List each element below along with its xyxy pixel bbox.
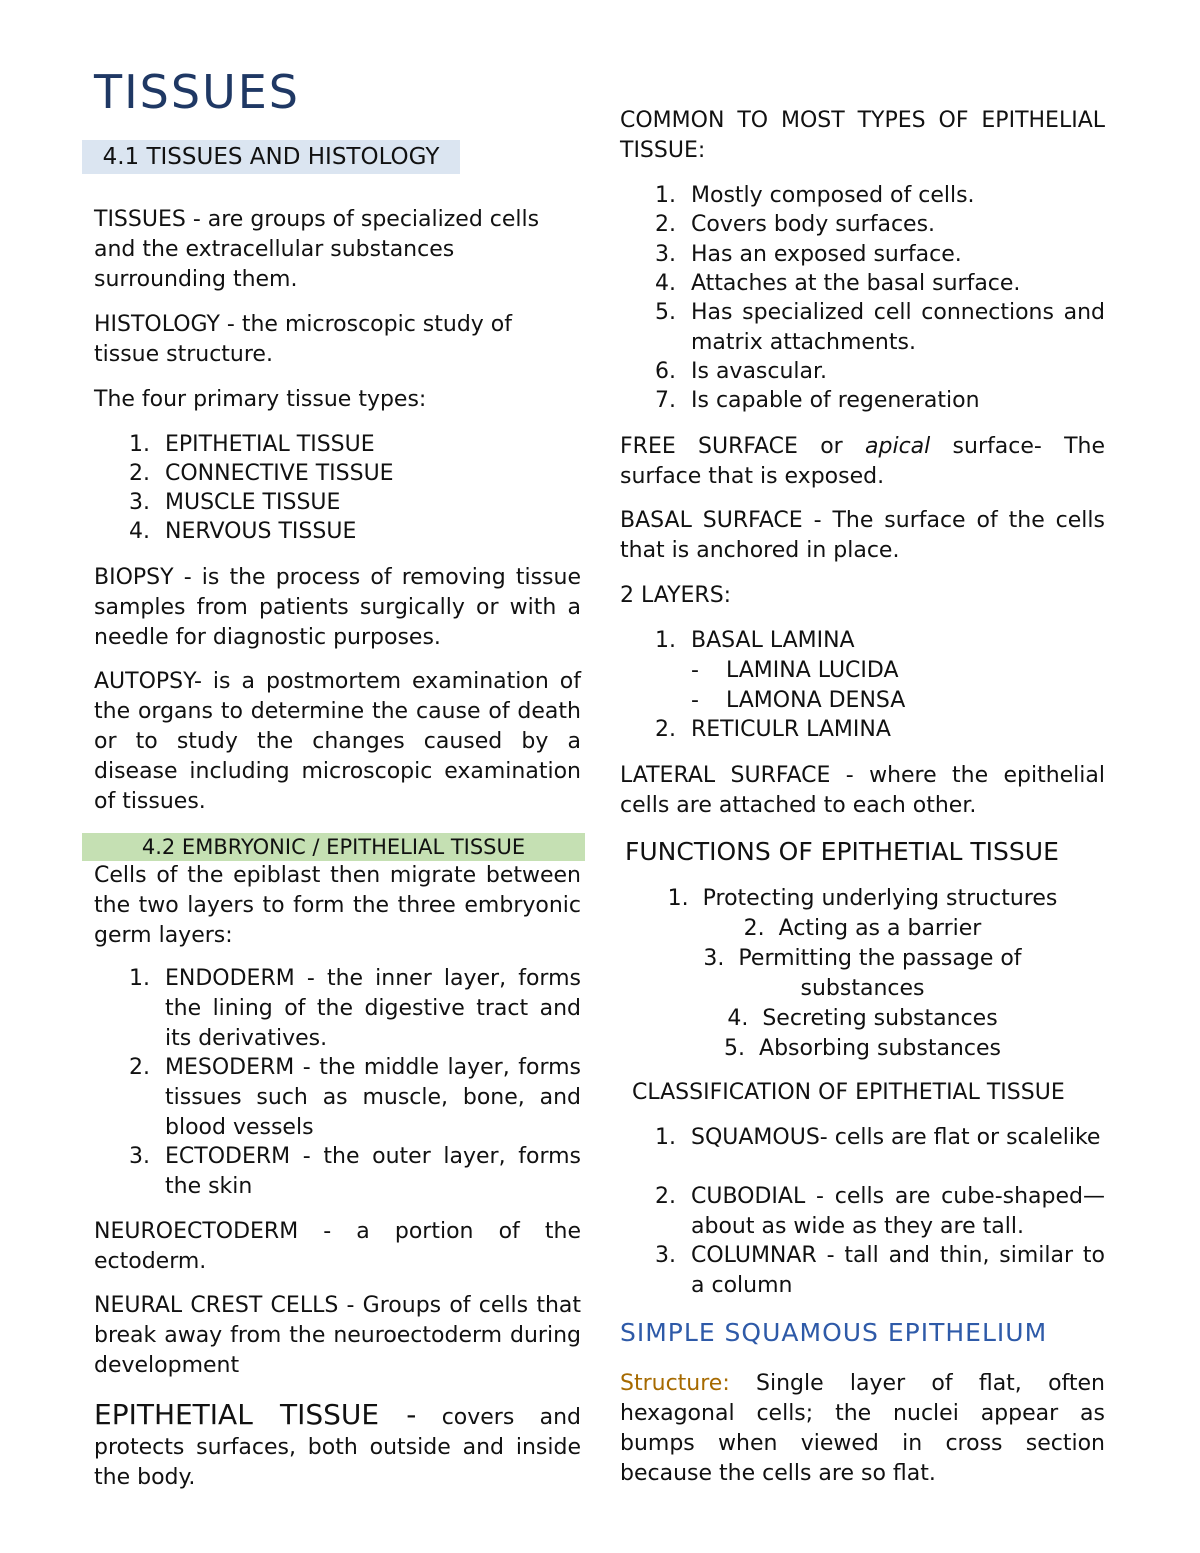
list-item: Has specialized cell connections and matrix attachments. — [691, 300, 1105, 355]
four-types-intro: The four primary tissue types: — [94, 387, 427, 412]
functions-list — [620, 884, 1105, 1064]
list-number: 2. — [655, 212, 676, 237]
function-item — [620, 914, 1105, 944]
list-item: MUSCLE TISSUE — [165, 490, 341, 515]
list-number: 1. — [655, 183, 676, 208]
list-number: 3. — [655, 1243, 676, 1268]
list-item-mesoderm: MESODERM - the middle layer, forms tissues such as muscle, bone, and blood vessels — [165, 1055, 581, 1140]
function-item — [620, 884, 1105, 914]
neural-crest-definition: NEURAL CREST CELLS - Groups of cells that break away from the neuroectoderm during development — [94, 1293, 581, 1378]
list-item-basal-lamina: BASAL LAMINA — [691, 628, 855, 653]
list-number: 1. — [655, 1125, 676, 1150]
free-surface-term: FREE SURFACE or — [620, 434, 866, 459]
list-number: 5. — [655, 300, 676, 325]
function-text: Absorbing substances — [759, 1036, 1001, 1061]
list-number: 6. — [655, 359, 676, 384]
free-surface-text: surface- The surface that is exposed. — [620, 434, 1105, 489]
structure-paragraph — [620, 1369, 1105, 1489]
common-intro: COMMON TO MOST TYPES OF EPITHELIAL TISSUE: — [620, 108, 1105, 163]
structure-label: Structure: — [620, 1371, 730, 1396]
tissues-definition: TISSUES - are groups of specialized cells and the extracellular substances surrounding them. — [94, 207, 540, 292]
list-item: Attaches at the basal surface. — [691, 271, 1021, 296]
list-number: 4. — [129, 519, 150, 544]
list-number: 1. — [129, 432, 150, 457]
list-number: 1. — [655, 628, 676, 653]
list-item-squamous: SQUAMOUS- cells are flat or scalelike — [691, 1125, 1101, 1150]
lateral-surface-definition: LATERAL SURFACE - where the epithelial cells are attached to each other. — [620, 763, 1105, 818]
section-4-2-heading: 4.2 EMBRYONIC / EPITHELIAL TISSUE — [82, 833, 585, 861]
basal-surface-definition: BASAL SURFACE - The surface of the cells that is anchored in place. — [620, 508, 1105, 563]
function-text: Protecting underlying structures — [702, 886, 1058, 911]
list-item: CONNECTIVE TISSUE — [165, 461, 394, 486]
list-number: 4. — [727, 1006, 749, 1031]
list-number: 7. — [655, 388, 676, 413]
list-number: 3. — [655, 242, 676, 267]
neuroectoderm-definition: NEUROECTODERM - a portion of the ectoderm. — [94, 1219, 581, 1274]
sub-bullet-dash: - — [691, 688, 699, 713]
function-text: Permitting the passage of substances — [738, 946, 1022, 1001]
sub-item-lamina-lucida: LAMINA LUCIDA — [726, 658, 899, 683]
biopsy-definition: BIOPSY - is the process of removing tissue samples from patients surgically or with a needle for diagnostic purposes. — [94, 565, 581, 650]
function-text: Acting as a barrier — [778, 916, 982, 941]
list-item-cubodial: CUBODIAL - cells are cube-shaped—about as wide as they are tall. — [691, 1184, 1105, 1239]
apical-word: apical — [865, 434, 931, 459]
list-item-ectoderm: ECTODERM - the outer layer, forms the skin — [165, 1144, 581, 1199]
sub-item-lamona-densa: LAMONA DENSA — [726, 688, 906, 713]
page-title: TISSUES — [94, 65, 300, 119]
list-number: 2. — [129, 1055, 150, 1080]
list-item: Is avascular. — [691, 359, 828, 384]
list-number: 3. — [703, 946, 725, 971]
list-item: EPITHETIAL TISSUE — [165, 432, 375, 457]
list-number: 1. — [129, 966, 150, 991]
epithelial-tissue-term: EPITHETIAL TISSUE - — [94, 1398, 417, 1431]
histology-definition: HISTOLOGY - the microscopic study of tissue structure. — [94, 312, 513, 367]
free-surface-definition — [620, 432, 1105, 492]
section-4-1-heading: 4.1 TISSUES AND HISTOLOGY — [82, 140, 460, 174]
epithelial-tissue-text: covers and protects surfaces, both outside and inside the body. — [94, 1405, 582, 1490]
list-item-endoderm: ENDODERM - the inner layer, forms the lining of the digestive tract and its derivatives. — [165, 966, 581, 1051]
list-number: 3. — [129, 1144, 150, 1169]
list-item-columnar: COLUMNAR - tall and thin, similar to a column — [691, 1243, 1105, 1298]
function-item — [620, 1034, 1105, 1064]
classification-heading: CLASSIFICATION OF EPITHETIAL TISSUE — [632, 1080, 1065, 1105]
list-item: NERVOUS TISSUE — [165, 519, 357, 544]
epithelial-tissue-definition — [94, 1400, 581, 1493]
epiblast-text: Cells of the epiblast then migrate between the two layers to form the three embryonic germ layers: — [94, 863, 581, 948]
list-item: Mostly composed of cells. — [691, 183, 975, 208]
list-number: 4. — [655, 271, 676, 296]
list-item: Is capable of regeneration — [691, 388, 980, 413]
functions-heading: FUNCTIONS OF EPITHETIAL TISSUE — [625, 837, 1059, 866]
function-item — [620, 1004, 1105, 1034]
function-item — [620, 944, 1105, 1004]
list-number: 2. — [655, 1184, 676, 1209]
structure-text: Single layer of flat, often hexagonal cells; the nuclei appear as bumps when viewed in cross section because the cells are so flat. — [620, 1371, 1105, 1486]
function-text: Secreting substances — [762, 1006, 998, 1031]
layers-intro: 2 LAYERS: — [620, 583, 732, 608]
list-number: 2. — [655, 717, 676, 742]
list-number: 3. — [129, 490, 150, 515]
simple-squamous-heading: SIMPLE SQUAMOUS EPITHELIUM — [620, 1318, 1048, 1347]
list-item: Has an exposed surface. — [691, 242, 962, 267]
list-item-reticular-lamina: RETICULR LAMINA — [691, 717, 891, 742]
list-number: 2. — [129, 461, 150, 486]
sub-bullet-dash: - — [691, 658, 699, 683]
autopsy-definition: AUTOPSY- is a postmortem examination of the organs to determine the cause of death or to study the changes caused by a disease including microscopic examination of tissues. — [94, 669, 581, 814]
list-item: Covers body surfaces. — [691, 212, 936, 237]
list-number: 5. — [724, 1036, 746, 1061]
list-number: 1. — [667, 886, 689, 911]
list-number: 2. — [743, 916, 765, 941]
